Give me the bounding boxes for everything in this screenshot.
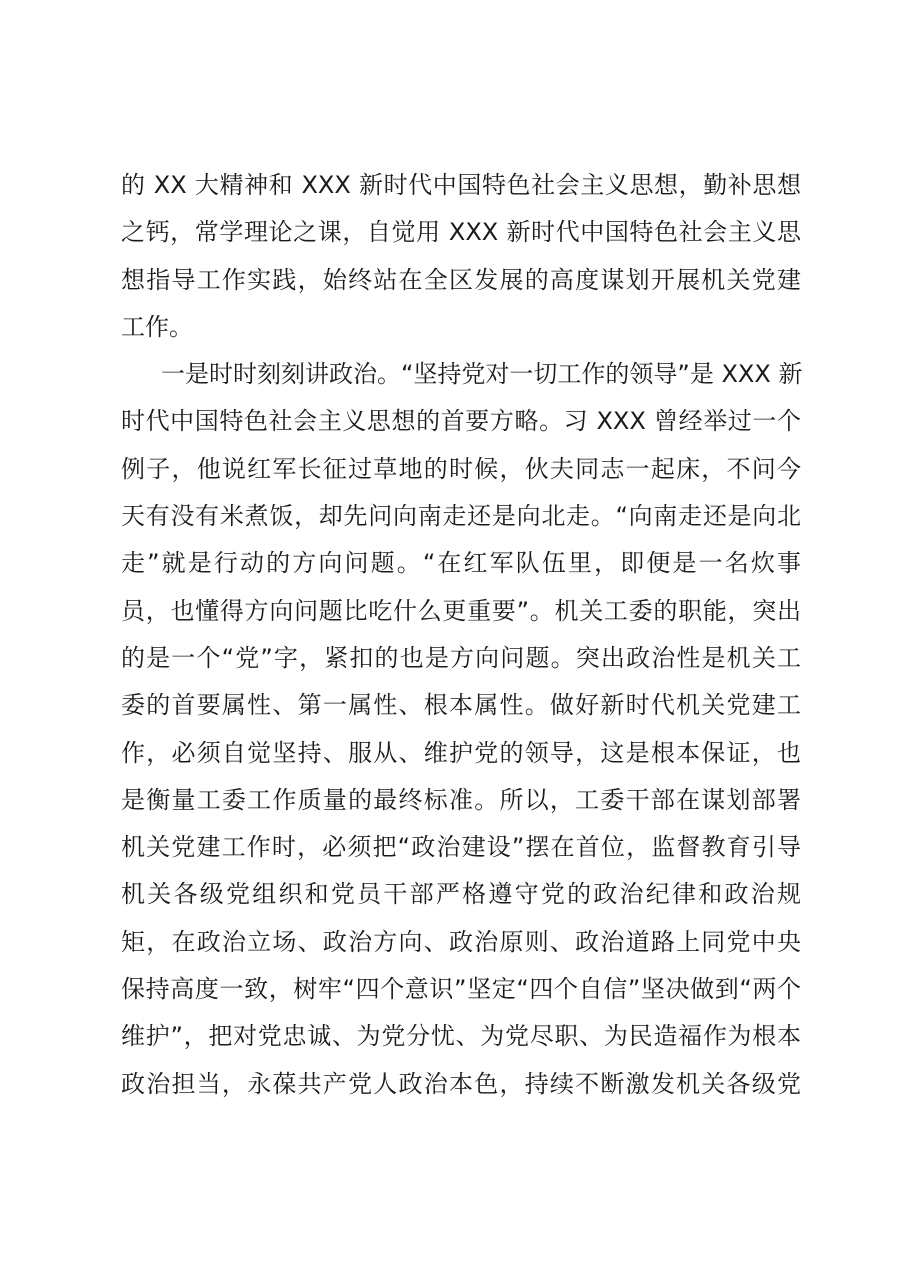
text-line: 走”就是行动的方向问题。“在红军队伍里，即便是一名炊事 (121, 549, 801, 578)
text-line: 想指导工作实践，始终站在全区发展的高度谋划开展机关党建 (121, 265, 801, 294)
text-line: 的 XX 大精神和 XXX 新时代中国特色社会主义思想，勤补思想 (121, 171, 801, 199)
text-line: 政治担当，永葆共产党人政治本色，持续不断激发机关各级党 (121, 1069, 801, 1098)
text-line: 例子，他说红军长征过草地的时候，伙夫同志一起床，不问今 (121, 454, 801, 483)
text-line: 机关各级党组织和党员干部严格遵守党的政治纪律和政治规 (121, 880, 801, 909)
text-line: 是衡量工委工作质量的最终标准。所以，工委干部在谋划部署 (121, 785, 801, 814)
text-line: 作，必须自觉坚持、服从、维护党的领导，这是根本保证，也 (121, 738, 801, 767)
text-line: 保持高度一致，树牢“四个意识”坚定“四个自信”坚决做到“两个 (121, 975, 801, 1004)
text-line: 的是一个“党”字，紧扣的也是方向问题。突出政治性是机关工 (121, 643, 801, 672)
text-line: 天有没有米煮饭，却先问向南走还是向北走。“向南走还是向北 (121, 502, 801, 531)
text-line: 员，也懂得方向问题比吃什么更重要”。机关工委的职能，突出 (121, 596, 801, 625)
paragraph-first-line: 一是时时刻刻讲政治。“坚持党对一切工作的领导”是 XXX 新 (161, 360, 803, 389)
text-line: 工作。 (121, 312, 193, 341)
text-line: 机关党建工作时，必须把“政治建设”摆在首位，监督教育引导 (121, 833, 801, 862)
body-text (121, 162, 801, 1108)
text-line: 矩，在政治立场、政治方向、政治原则、政治道路上同党中央 (121, 927, 801, 956)
text-line: 时代中国特色社会主义思想的首要方略。习 XXX 曾经举过一个 (121, 407, 801, 436)
text-line: 维护”，把对党忠诚、为党分忧、为党尽职、为民造福作为根本 (121, 1022, 801, 1051)
text-line: 委的首要属性、第一属性、根本属性。做好新时代机关党建工 (121, 691, 801, 720)
text-line: 之钙，常学理论之课，自觉用 XXX 新时代中国特色社会主义思 (121, 218, 801, 247)
